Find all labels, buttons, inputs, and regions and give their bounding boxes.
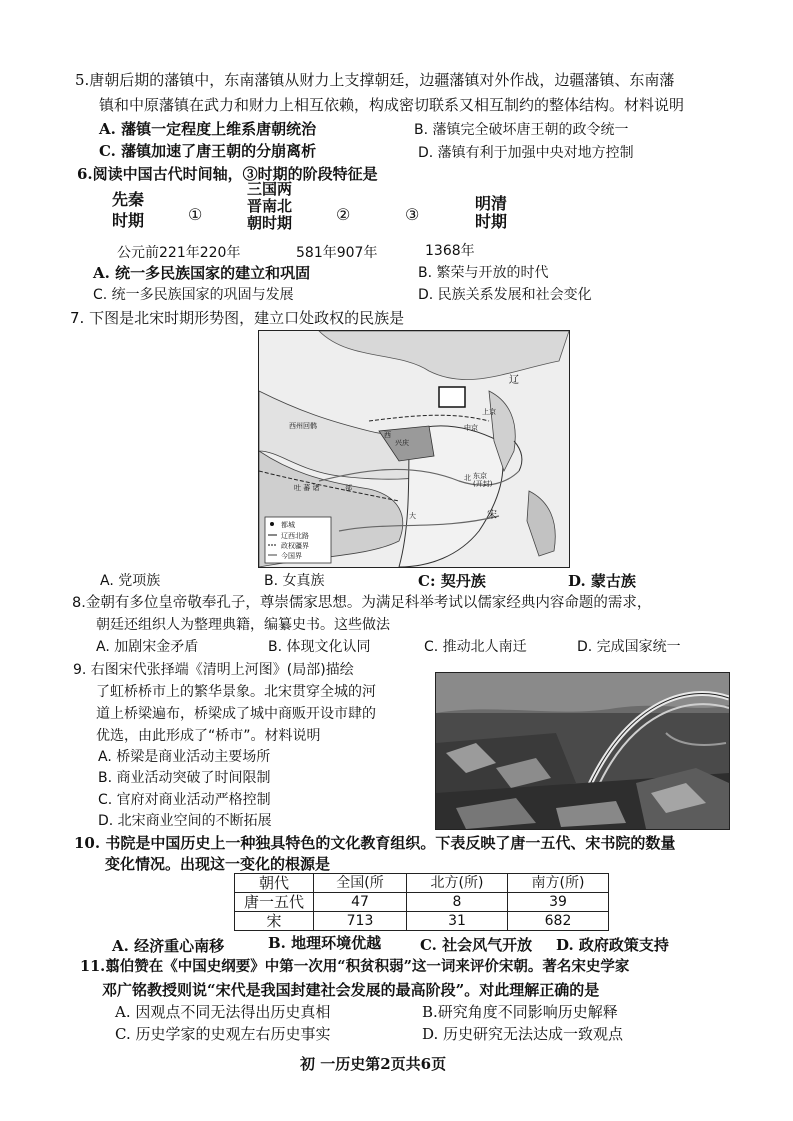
map-label-tubo: 吐 蕃 诸 [294,484,320,492]
table-cell: 39 [508,893,609,912]
painting-drawing [436,673,729,829]
map-legend-capital: 都城 [281,521,295,529]
map-label-da: 大 [409,512,416,520]
q11-stem-line1: 11.翦伯赞在《中国史纲要》中第一次用“积贫积弱”这一词来评价宋朝。著名宋史学家 [80,958,630,975]
q6-option-b: B. 繁荣与开放的时代 [418,265,549,281]
q11-option-b: B.研究角度不同影响历史解释 [422,1003,618,1021]
table-cell: 682 [508,912,609,931]
q9-stem-line2: 了虹桥桥市上的繁华景象。北宋贯穿全城的河 [96,684,376,700]
table-header: 北方(所) [407,874,508,893]
q6-dates-3: 1368年 [425,243,475,259]
q5-option-c: C. 藩镇加速了唐王朝的分崩离析 [99,142,317,160]
q9-option-d: D. 北宋商业空间的不断拓展 [98,813,272,829]
q8-option-b: B. 体现文化认同 [268,639,371,655]
q6-period-sanguo-1: 三国两 [247,180,293,198]
table-cell: 47 [314,893,407,912]
map-label-song: 宋 [487,510,497,521]
q7-option-d: D. 蒙古族 [568,572,636,590]
table-row [235,912,609,931]
page-footer: 初 一历史第2页共6页 [300,1055,447,1073]
q5-option-a: A. 藩镇一定程度上维系唐朝统治 [99,120,317,138]
q5-option-b: B. 藩镇完全破坏唐王朝的政令统一 [414,122,629,138]
q8-option-a: A. 加剧宋金矛盾 [96,639,199,655]
table-cell: 31 [407,912,508,931]
q5-stem-line1: 5.唐朝后期的藩镇中，东南藩镇从财力上支撑朝廷，边疆藩镇对外作战，边疆藩镇、东南藩 [75,71,675,89]
q10-stem-line2: 变化情况。出现这一变化的根源是 [105,855,331,873]
map-label-xizhou: 西州回鹘 [289,422,317,430]
q9-option-c: C. 官府对商业活动严格控制 [98,792,271,808]
q8-stem-line2: 朝廷还组织人为整理典籍，编纂史书。这些做法 [96,617,390,633]
q11-option-a: A. 因观点不同无法得出历史真相 [115,1003,331,1021]
q9-stem-line1: 9. 右图宋代张择端《清明上河图》(局部)描绘 [73,662,354,678]
q7-option-b: B. 女真族 [264,573,325,589]
map-legend-border: 政权疆界 [281,542,309,550]
northern-song-map [258,330,570,568]
q11-stem-line2: 邓广铭教授则说“宋代是我国封建社会发展的最高阶段”。对此理解正确的是 [102,981,600,999]
q7-option-c: C: 契丹族 [418,572,486,590]
map-label-xingqing: 兴庆 [395,439,409,447]
map-label-bei: 北 [464,474,471,482]
q9-option-a: A. 桥梁是商业活动主要场所 [98,749,271,765]
table-cell: 宋 [235,912,314,931]
q9-stem-line3: 道上桥梁遍布，桥梁成了城中商贩开设市肆的 [96,706,376,722]
q6-period-xianqin-1: 先秦 [112,190,145,209]
map-label-bu: 部 [345,484,352,492]
table-header: 朝代 [235,874,314,893]
q6-option-c: C. 统一多民族国家的巩固与发展 [93,287,294,303]
map-label-kaifeng: (开封) [473,480,493,488]
map-label-dongjing: 东京 [473,472,487,480]
q6-stem: 6.阅读中国古代时间轴，③时期的阶段特征是 [77,165,378,183]
q6-period-mingqing-2: 时期 [475,212,508,231]
table-row [235,893,609,912]
q10-option-b: B. 地理环境优越 [268,934,382,952]
q5-stem-line2: 镇和中原藩镇在武力和财力上相互依赖，构成密切联系又相互制约的整体结构。材料说明 [99,96,685,114]
q7-stem: 7. 下图是北宋时期形势图，建立口处政权的民族是 [70,309,405,327]
q11-option-c: C. 历史学家的史观左右历史事实 [115,1025,331,1043]
q10-option-c: C. 社会风气开放 [420,936,533,954]
table-header: 全国(所 [314,874,407,893]
qingming-scroll-painting [435,672,730,830]
q6-circle-1: ① [188,205,203,224]
q6-period-sanguo-2: 晋南北 [247,197,293,215]
q6-option-d: D. 民族关系发展和社会变化 [418,287,592,303]
q10-option-d: D. 政府政策支持 [556,936,669,954]
map-label-xixia: 西 [384,431,391,439]
q10-option-a: A. 经济重心南移 [112,937,225,955]
q11-option-d: D. 历史研究无法达成一致观点 [422,1025,624,1043]
q6-period-sanguo-3: 朝时期 [247,214,293,232]
q6-circle-3: ③ [405,205,420,224]
q6-option-a: A. 统一多民族国家的建立和巩固 [93,264,311,282]
academy-count-table [234,873,609,931]
q8-stem-line1: 8.金朝有多位皇帝敬奉孔子，尊崇儒家思想。为满足科举考试以儒家经典内容命题的需求， [72,595,652,611]
q5-option-d: D. 藩镇有利于加强中央对地方控制 [418,145,634,161]
q6-circle-2: ② [336,205,351,224]
q6-dates-2: 581年907年 [296,245,378,261]
q8-option-c: C. 推动北人南迁 [424,639,527,655]
map-legend-route: 辽西北路 [281,532,309,540]
table-cell: 8 [407,893,508,912]
table-cell: 713 [314,912,407,931]
table-header: 南方(所) [508,874,609,893]
map-label-zhongjing: 中京 [464,424,478,432]
q9-option-b: B. 商业活动突破了时间限制 [98,770,271,786]
q9-stem-line4: 优选，由此形成了“桥市”。材料说明 [96,728,321,744]
q6-dates-1: 公元前221年220年 [117,245,241,261]
q6-period-mingqing-1: 明清 [475,194,508,213]
map-label-liao: 辽 [509,375,519,386]
table-cell: 唐一五代 [235,893,314,912]
map-legend-modern-border: 今国界 [281,552,302,560]
q6-period-xianqin-2: 时期 [112,211,145,230]
map-label-shangjing: 上京 [482,408,496,416]
q8-option-d: D. 完成国家统一 [577,639,681,655]
q7-option-a: A. 党项族 [100,573,161,589]
q10-stem-line1: 10. 书院是中国历史上一种独具特色的文化教育组织。下表反映了唐一五代、宋书院的数量 [74,834,676,852]
table-header-row [235,874,609,893]
